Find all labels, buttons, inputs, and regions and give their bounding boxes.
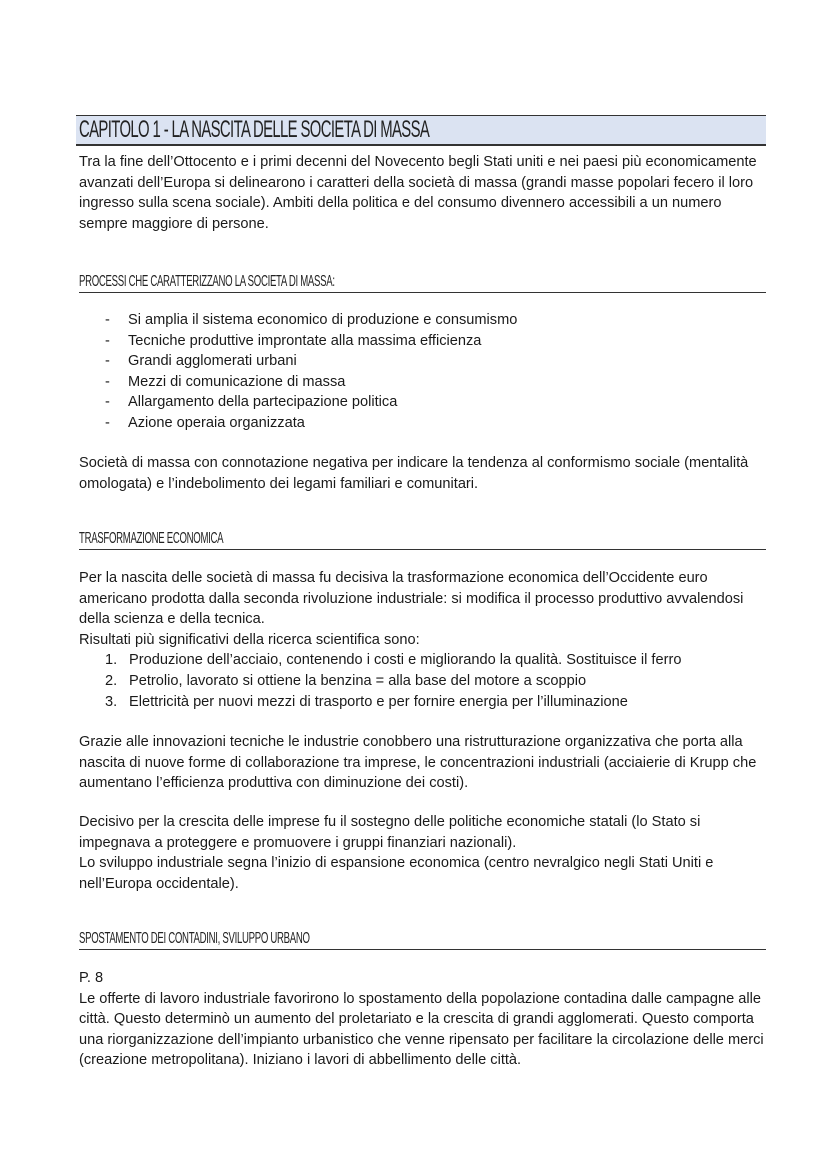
paragraph-text: Risultati più significativi della ricerca scientifica sono: — [79, 631, 420, 648]
paragraph-text: Per la nascita delle società di massa fu decisiva la trasformazione economica dell’Occidente euro americano prodotta dalla seconda rivoluzione industriale: si modifica il processo produttivo avvalendosi della scienza e della tecnica. — [79, 570, 744, 628]
intro-paragraph — [79, 152, 769, 234]
item-text: Petrolio, lavorato si ottiene la benzina = alla base del motore a scoppio — [129, 672, 587, 689]
list-item: - Si amplia il sistema economico di produzione e consumismo — [79, 310, 769, 331]
state-policy-block — [79, 812, 769, 894]
list-item: - Mezzi di comunicazione di massa — [79, 372, 769, 393]
item-number: 1. — [105, 652, 118, 669]
list-item: - Allargamento della partecipazione politica — [79, 392, 769, 413]
section-heading-trasformazione — [79, 529, 766, 550]
section-heading-text: TRASFORMAZIONE ECONOMICA — [79, 530, 224, 547]
paragraph-text: Decisivo per la crescita delle imprese fu il sostegno delle politiche economiche statali (lo Stato si impegnava a proteggere e promuovere i gruppi finanziari nazionali). — [79, 814, 701, 851]
intro-text: Tra la fine dell’Ottocento e i primi decenni del Novecento begli Stati uniti e nei paesi più economicamente avanzati dell’Europa si delinearono i caratteri della società di massa (grandi masse popolari fecero il loro ingresso sulla scena sociale). Ambiti della politica e del consumo divennero accessibili a un numero sempre maggiore di persone. — [79, 154, 757, 232]
item-number: 3. — [105, 693, 118, 710]
page-reference: P. 8 — [79, 970, 104, 986]
section-heading-text: PROCESSI CHE CARATTERIZZANO LA SOCIETA DI MASSA: — [79, 273, 335, 290]
paragraph-text: Grazie alle innovazioni tecniche le industrie conobbero una ristrutturazione organizzativa che porta alla nascita di nuove forme di collaborazione tra imprese, le concentrazioni industriali (acciaierie di Krupp che aumentano l’efficienza produttiva con diminuzione dei costi). — [79, 734, 757, 792]
processes-list — [79, 310, 769, 434]
list-item: - Azione operaia organizzata — [79, 413, 769, 434]
paragraph-text: Lo sviluppo industriale segna l’inizio di espansione economica (centro nevralgico negli Stati Uniti e nell’Europa occidentale). — [79, 855, 714, 892]
mass-society-paragraph — [79, 453, 769, 494]
item-text: Elettricità per nuovi mezzi di trasporto e per fornire energia per l’illuminazione — [129, 693, 628, 710]
numbered-item — [79, 650, 769, 671]
paragraph-text: Le offerte di lavoro industriale favorirono lo spostamento della popolazione contadina dalle campagne alle città. Questo determinò un aumento del proletariato e la crescita di grandi agglomerati. Questo comporta una riorganizzazione dell’impianto urbanistico che venne ripensato per facilitare la circolazione delle merci (creazione metropolitana). Iniziano i lavori di abbellimento delle città. — [79, 990, 764, 1069]
economic-block — [79, 568, 769, 712]
chapter-title-bar — [76, 115, 766, 146]
innovation-paragraph — [79, 732, 769, 794]
urban-block — [79, 968, 769, 1071]
section-heading-processi — [79, 272, 766, 293]
item-number: 2. — [105, 672, 118, 689]
section-heading-spostamento — [79, 929, 766, 950]
numbered-item — [79, 671, 769, 692]
chapter-title: CAPITOLO 1 - LA NASCITA DELLE SOCIETA DI MASSA — [79, 116, 430, 143]
section-heading-text: SPOSTAMENTO DEI CONTADINI, SVILUPPO URBANO — [79, 930, 310, 947]
item-text: Produzione dell’acciaio, contenendo i costi e migliorando la qualità. Sostituisce il ferro — [129, 652, 682, 669]
numbered-item — [79, 692, 769, 713]
paragraph-text: Società di massa con connotazione negativa per indicare la tendenza al conformismo sociale (mentalità omologata) e l’indebolimento dei legami familiari e comunitari. — [79, 455, 749, 492]
list-item: - Grandi agglomerati urbani — [79, 351, 769, 372]
list-item: - Tecniche produttive improntate alla massima efficienza — [79, 331, 769, 352]
